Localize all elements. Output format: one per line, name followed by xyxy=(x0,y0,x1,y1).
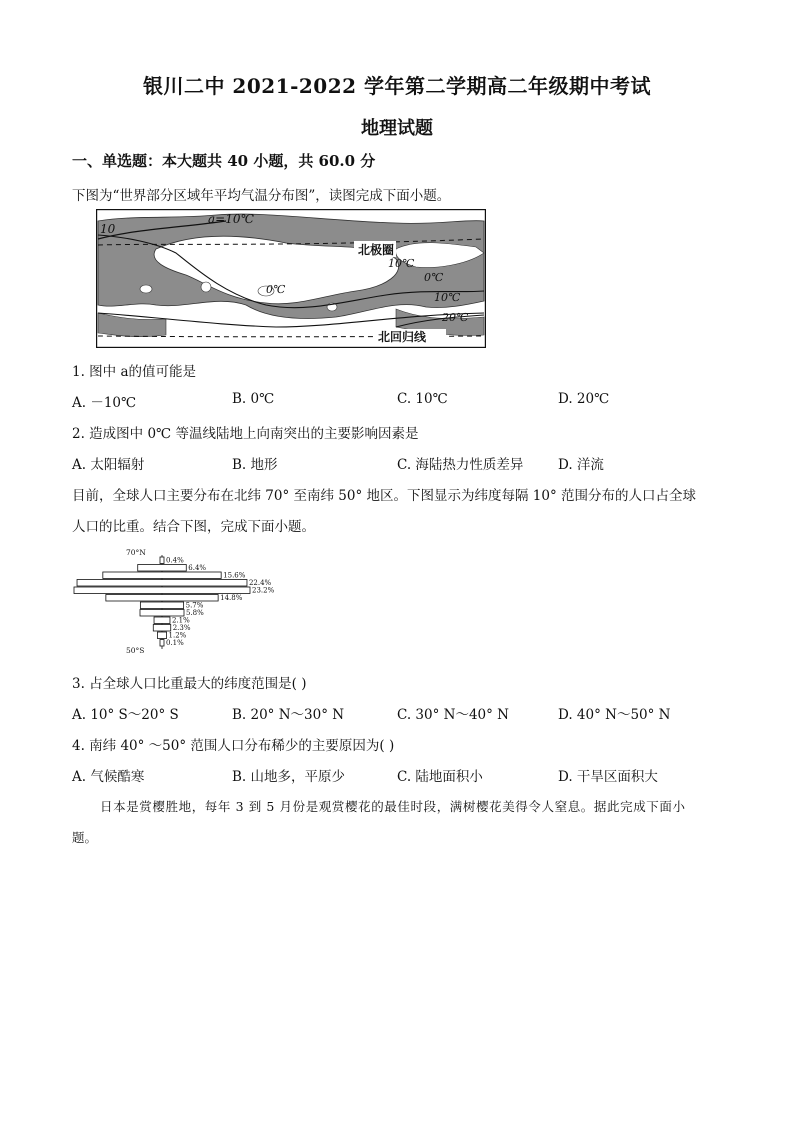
q2-option-b[interactable]: B. 地形 xyxy=(232,457,278,473)
q3-stem: 3. 占全球人口比重最大的纬度范围是( ) xyxy=(72,676,307,692)
population-bar-label: 5.8% xyxy=(186,609,204,618)
population-bar xyxy=(77,580,247,587)
chart-label-70n: 70°N xyxy=(126,548,146,557)
q4-stem: 4. 南纬 40° ～50° 范围人口分布稀少的主要原因为( ) xyxy=(72,738,395,754)
intro-population-line2: 人口的比重。结合下图，完成下面小题。 xyxy=(72,519,315,535)
chart-label-50s: 50°S xyxy=(126,646,145,655)
q2-stem: 2. 造成图中 0℃ 等温线陆地上向南突出的主要影响因素是 xyxy=(72,426,419,442)
population-latitude-chart xyxy=(70,547,300,657)
population-bar xyxy=(140,602,183,609)
population-bar xyxy=(157,632,166,639)
q1-option-c[interactable]: C. 10℃ xyxy=(397,391,448,407)
temperature-map xyxy=(96,209,486,348)
population-bar-label: 0.1% xyxy=(166,639,184,648)
q4-option-b[interactable]: B. 山地多，平原少 xyxy=(232,769,346,785)
population-bar xyxy=(153,625,170,632)
population-bar xyxy=(154,617,170,624)
population-bar xyxy=(138,565,187,572)
population-bar-label: 15.6% xyxy=(223,571,246,580)
q2-option-a[interactable]: A. 太阳辐射 xyxy=(72,457,145,473)
population-bar-label: 0.4% xyxy=(166,556,184,565)
q4-option-a[interactable]: A. 气候酷寒 xyxy=(72,769,145,785)
map-label-0c-b: 0℃ xyxy=(266,283,286,296)
map-label-20c: 20℃ xyxy=(442,311,469,324)
map-label-10c-b: 10℃ xyxy=(434,291,461,304)
population-bar xyxy=(140,610,184,617)
population-bar-label: 1.2% xyxy=(168,631,187,640)
q1-stem: 1. 图中 a的值可能是 xyxy=(72,364,197,380)
map-label-tropic-of-cancer: 北回归线 xyxy=(378,330,427,344)
population-bar xyxy=(160,640,164,647)
q1-option-d[interactable]: D. 20℃ xyxy=(558,391,610,407)
map-label-10-left: 10 xyxy=(100,222,116,236)
map-label-a: a=10℃ xyxy=(208,212,254,226)
intro-cherry-blossom-line1: 日本是赏樱胜地，每年 3 到 5 月份是观赏樱花的最佳时段，满树樱花美得令人窒息。据此完成下面小 xyxy=(100,799,686,814)
q3-option-d[interactable]: D. 40° N～50° N xyxy=(558,707,671,723)
population-bar-label: 23.2% xyxy=(252,586,275,595)
map-label-0c-a: 0℃ xyxy=(424,271,444,284)
population-bar-label: 22.4% xyxy=(248,579,272,588)
population-bar-label: 2.1% xyxy=(171,616,190,625)
intro-map-text: 下图为“世界部分区域年平均气温分布图”，读图完成下面小题。 xyxy=(72,188,451,204)
exam-title: 银川二中 2021-2022 学年第二学期高二年级期中考试 xyxy=(142,74,652,98)
population-bar-label: 5.7% xyxy=(185,601,204,610)
population-bar-label: 6.4% xyxy=(188,564,207,573)
population-bar xyxy=(160,557,164,564)
q1-option-b[interactable]: B. 0℃ xyxy=(232,391,275,407)
q4-option-d[interactable]: D. 干旱区面积大 xyxy=(558,769,658,785)
q3-option-b[interactable]: B. 20° N～30° N xyxy=(232,707,345,723)
section-heading: 一、单选题：本大题共 40 小题，共 60.0 分 xyxy=(72,152,376,170)
q2-option-c[interactable]: C. 海陆热力性质差异 xyxy=(397,457,524,473)
map-label-10c-a: 10℃ xyxy=(388,257,415,270)
exam-subtitle: 地理试题 xyxy=(361,118,433,139)
q3-option-c[interactable]: C. 30° N～40° N xyxy=(397,707,509,723)
q3-option-a[interactable]: A. 10° S～20° S xyxy=(72,707,179,723)
population-bar xyxy=(74,587,250,594)
map-label-arctic-circle: 北极圈 xyxy=(358,243,395,257)
q1-option-a[interactable]: A. －10℃ xyxy=(72,395,137,411)
intro-cherry-blossom-line2: 题。 xyxy=(72,830,98,845)
population-bar-label: 2.3% xyxy=(172,624,191,633)
population-bar-label: 14.8% xyxy=(220,594,243,603)
population-bar xyxy=(103,572,221,579)
intro-population-line1: 目前，全球人口主要分布在北纬 70° 至南纬 50° 地区。下图显示为纬度每隔 10° 范围分布的人口占全球 xyxy=(72,488,697,504)
q2-option-d[interactable]: D. 洋流 xyxy=(558,457,604,473)
q4-option-c[interactable]: C. 陆地面积小 xyxy=(397,769,483,785)
population-bar xyxy=(106,595,218,602)
